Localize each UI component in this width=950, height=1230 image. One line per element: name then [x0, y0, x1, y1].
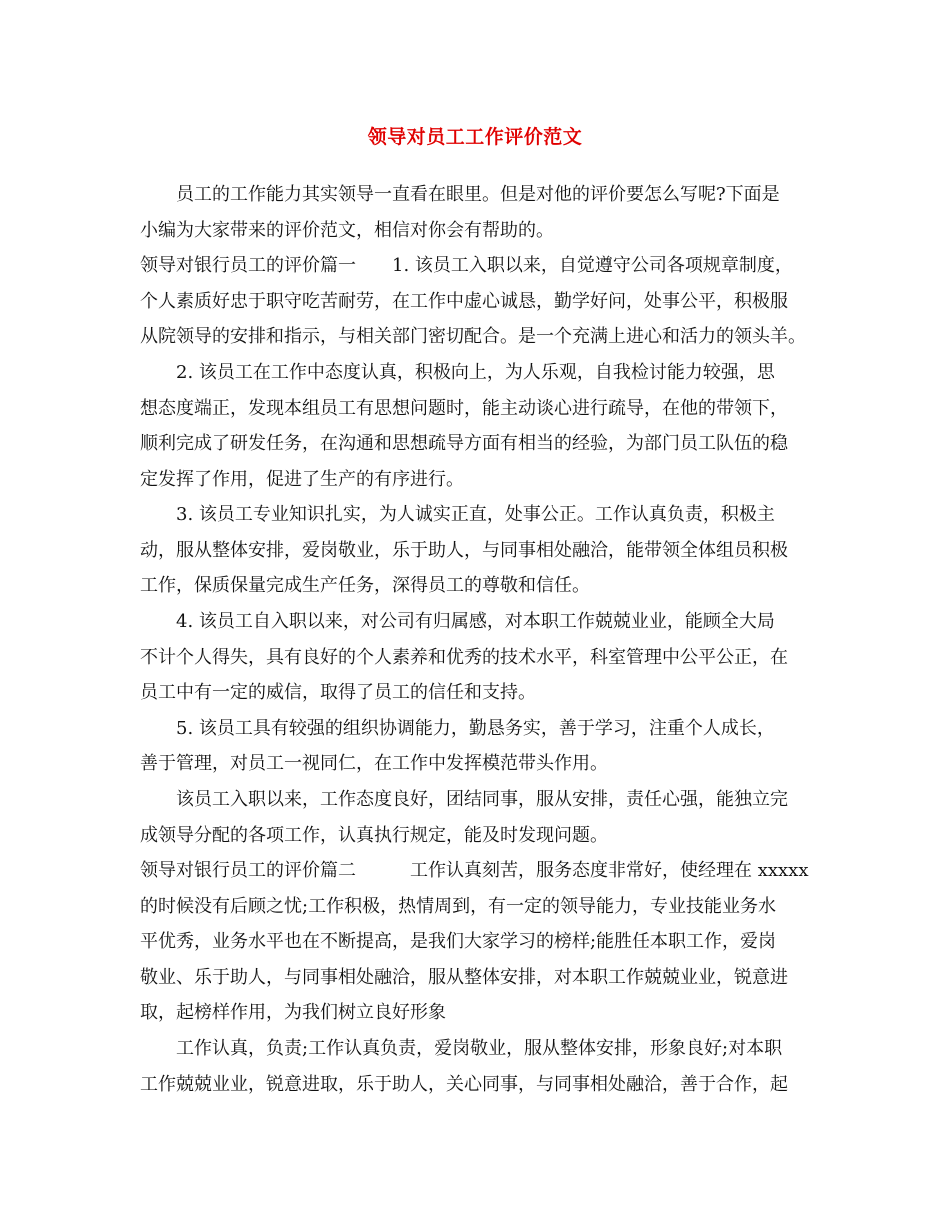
text-line: 工作认真，负责;工作认真负责，爱岗敬业，服从整体安排，形象良好;对本职 [176, 1038, 783, 1059]
text-line: 3. 该员工专业知识扎实，为人诚实正直，处事公正。工作认真负责，积极主 [176, 504, 775, 525]
text-line: 工作兢兢业业，锐意进取，乐于助人，关心同事，与同事相处融洽，善于合作，起 [140, 1074, 788, 1095]
text-line: 善于管理，对员工一视同仁，在工作中发挥模范带头作用。 [140, 753, 608, 774]
text-line: 的时候没有后顾之忧;工作积极，热情周到，有一定的领导能力，专业技能业务水 [140, 896, 777, 917]
text-line: 动，服从整体安排，爱岗敬业，乐于助人，与同事相处融洽，能带领全体组员积极 [140, 540, 788, 561]
text-line: 该员工入职以来，工作态度良好，团结同事，服从安排，责任心强，能独立完 [176, 789, 788, 810]
text-line: 不计个人得失，具有良好的个人素养和优秀的技术水平，科室管理中公平公正，在 [140, 647, 788, 668]
text-line: 敬业、乐于助人，与同事相处融洽，服从整体安排，对本职工作兢兢业业，锐意进 [140, 967, 788, 988]
text-line: 5. 该员工具有较强的组织协调能力，勤恳务实，善于学习，注重个人成长， [176, 718, 775, 739]
text-line: 4. 该员工自入职以来，对公司有归属感，对本职工作兢兢业业，能顾全大局 [176, 611, 775, 632]
text-line: 平优秀，业务水平也在不断提高，是我们大家学习的榜样;能胜任本职工作，爱岗 [140, 931, 777, 952]
text-line: 员工的工作能力其实领导一直看在眼里。但是对他的评价要怎么写呢?下面是 [176, 184, 780, 205]
document-title: 领导对员工工作评价范文 [367, 126, 583, 148]
text-line: 小编为大家带来的评价范文，相信对你会有帮助的。 [140, 220, 554, 241]
text-line: 个人素质好忠于职守吃苦耐劳，在工作中虚心诚恳，勤学好问，处事公平，积极服 [140, 291, 788, 312]
text-line: 想态度端正，发现本组员工有思想问题时，能主动谈心进行疏导，在他的带领下， [140, 398, 788, 419]
text-line: 2. 该员工在工作中态度认真，积极向上，为人乐观，自我检讨能力较强，思 [176, 362, 775, 383]
text-line: 成领导分配的各项工作，认真执行规定，能及时发现问题。 [140, 825, 608, 846]
text-line: 定发挥了作用，促进了生产的有序进行。 [140, 469, 464, 490]
text-line: 顺利完成了研发任务，在沟通和思想疏导方面有相当的经验，为部门员工队伍的稳 [140, 433, 788, 454]
text-line: 领导对银行员工的评价篇二 工作认真刻苦，服务态度非常好，使经理在 xxxxx [140, 860, 809, 881]
text-line: 工作，保质保量完成生产任务，深得员工的尊敬和信任。 [140, 575, 590, 596]
text-line: 取，起榜样作用，为我们树立良好形象 [140, 1002, 446, 1023]
text-line: 从院领导的安排和指示，与相关部门密切配合。是一个充满上进心和活力的领头羊。 [140, 326, 806, 347]
text-line: 领导对银行员工的评价篇一 1. 该员工入职以来，自觉遵守公司各项规章制度， [140, 255, 793, 276]
text-line: 员工中有一定的威信，取得了员工的信任和支持。 [140, 682, 536, 703]
